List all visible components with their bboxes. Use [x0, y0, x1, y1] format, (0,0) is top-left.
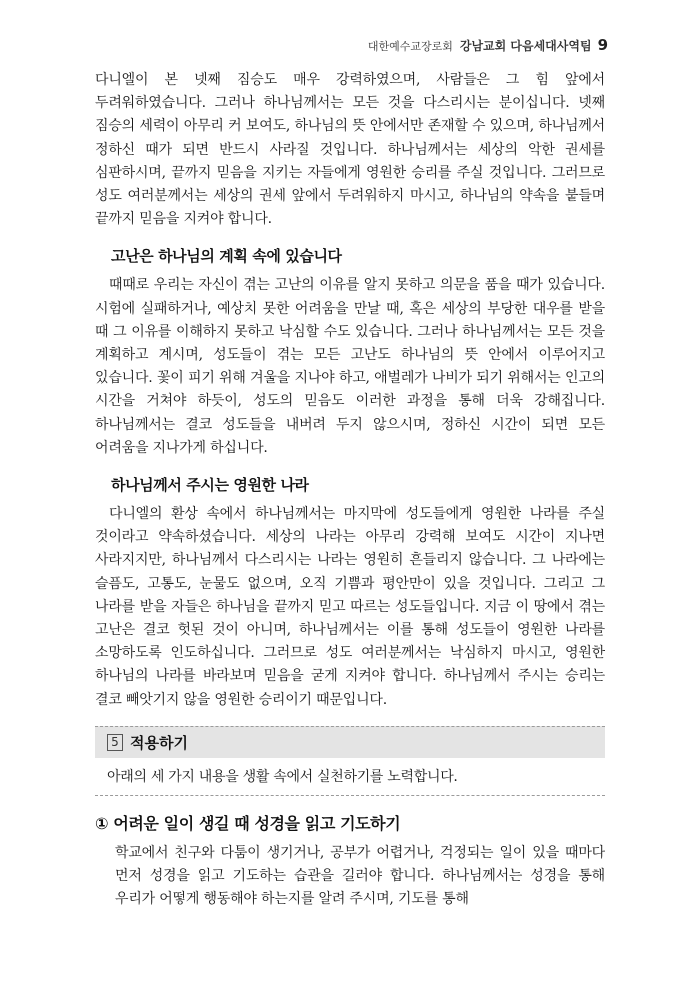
intro-paragraph: 다니엘이 본 넷째 짐승도 매우 강력하였으며, 사람들은 그 힘 앞에서 두려워하였습니다. 그러나 하나님께서는 모든 것을 다스리시는 분이십니다. 넷째 짐승의 세력이 아무리 커 보여도, 하나님의 뜻 안에서만 존재할 수 있으며, 하나님께서 정하신 때가 되면 반드시 사라질 것입니다. 하나님께서는 세상의 악한 권세를 심판하시며, 끝까지 믿음을 지키는 자들에게 영원한 승리를 주실 것입니다. 그러므로 성도 여러분께서는 세상의 권세 앞에서 두려워하지 마시고, 하나님의 약속을 붙들며 끝까지 믿음을 지켜야 합니다.	[95, 72, 605, 228]
apply-section-number: 5	[107, 734, 123, 751]
page-content	[95, 69, 605, 911]
section-body-suffering: 때때로 우리는 자신이 겪는 고난의 이유를 알지 못하고 의문을 품을 때가 있습니다. 시험에 실패하거나, 예상치 못한 어려움을 만날 때, 혹은 세상의 부당한 대우를 받을 때 그 이유를 이해하지 못하고 낙심할 수도 있습니다. 그러나 하나님께서는 모든 것을 계획하고 계시며, 성도들이 겪는 모든 고난도 하나님의 뜻 안에서 이루어지고 있습니다. 꽃이 피기 위해 겨울을 지나야 하고, 애벌레가 나비가 되기 위해서는 인고의 시간을 거쳐야 하듯이, 성도의 믿음도 이러한 과정을 통해 더욱 강해집니다. 하나님께서는 결코 성도들을 내버려 두지 않으시며, 정하신 시간이 되면 모든 어려움을 지나가게 하십니다.	[95, 277, 605, 456]
apply-description: 아래의 세 가지 내용을 생활 속에서 실천하기를 노력합니다.	[95, 758, 605, 796]
header-org: 대한예수교장로회	[367, 40, 453, 53]
apply-section-title: 적용하기	[130, 733, 188, 752]
apply-item-heading: ① 어려운 일이 생길 때 성경을 읽고 기도하기	[95, 813, 401, 833]
section-heading-suffering: 고난은 하나님의 계획 속에 있습니다	[111, 247, 342, 266]
apply-item-body: 학교에서 친구와 다툼이 생기거나, 공부가 어렵거나, 걱정되는 일이 있을 때마다 먼저 성경을 읽고 기도하는 습관을 길러야 합니다. 하나님께서는 성경을 통해 우리가 어떻게 행동해야 하는지를 알려 주시며, 기도를 통해	[115, 844, 605, 908]
page-header	[368, 36, 608, 54]
header-church: 강남교회 다음세대사역팀	[459, 39, 592, 53]
section-body-kingdom: 다니엘의 환상 속에서 하나님께서는 마지막에 성도들에게 영원한 나라를 주실 것이라고 약속하셨습니다. 세상의 나라는 아무리 강력해 보여도 시간이 지나면 사라지지만, 하나님께서 다스리시는 나라는 영원히 흔들리지 않습니다. 그 나라에는 슬픔도, 고통도, 눈물도 없으며, 오직 기쁨과 평안만이 있을 것입니다. 그리고 그 나라를 받을 자들은 하나님을 끝까지 믿고 따르는 성도들입니다. 지금 이 땅에서 겪는 고난은 결코 헛된 것이 아니며, 하나님께서는 이를 통해 성도들이 영원한 나라를 소망하도록 인도하십니다. 그러므로 성도 여러분께서는 낙심하지 마시고, 영원한 하나님의 나라를 바라보며 믿음을 굳게 지켜야 합니다. 하나님께서 주시는 승리는 결코 빼앗기지 않을 영원한 승리이기 때문입니다.	[95, 506, 605, 708]
page-number: 9	[597, 36, 608, 54]
section-heading-kingdom: 하나님께서 주시는 영원한 나라	[111, 476, 309, 495]
apply-section-bar	[95, 726, 605, 758]
